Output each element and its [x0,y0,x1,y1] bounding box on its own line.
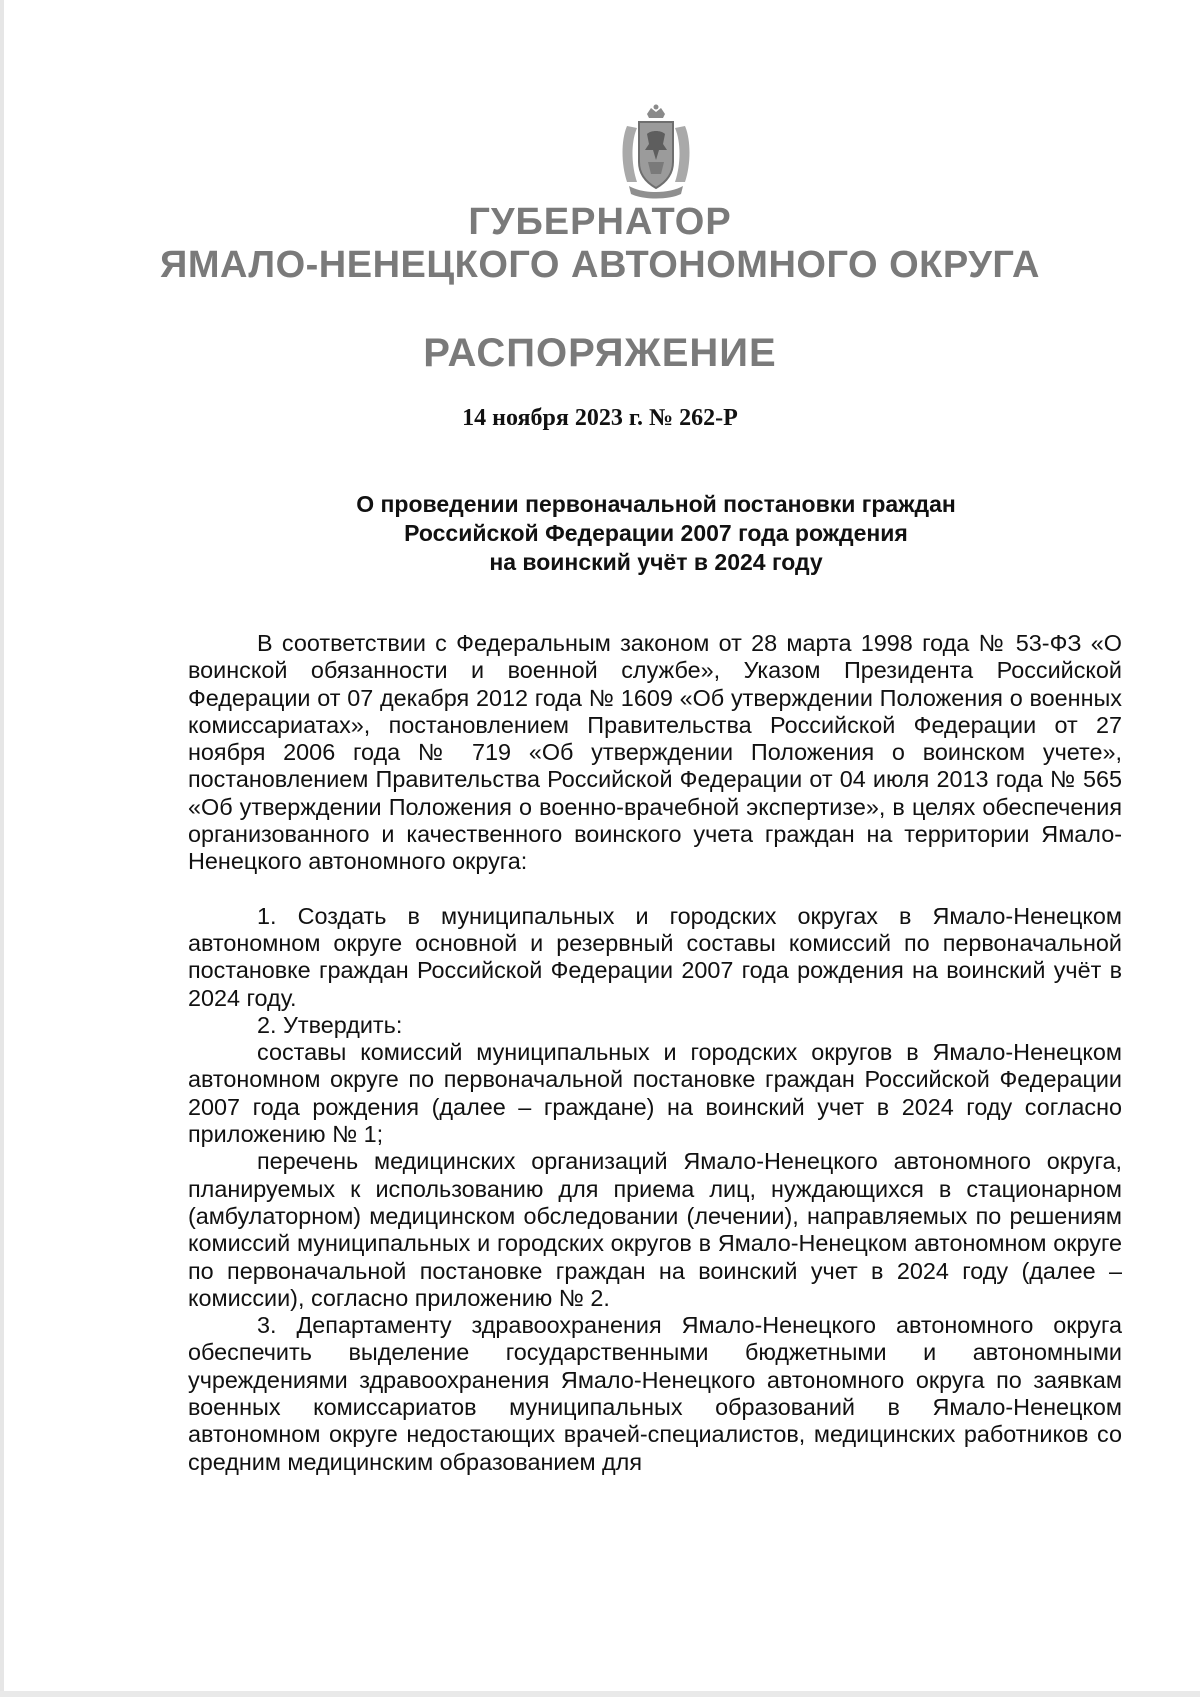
item-paragraph: перечень медицинских организаций Ямало-Ненецкого автономного округа, планируемых к использованию для приема лиц, нуждающихся в стационарном (амбулаторном) медицинском обследовании (лечении), направляемых по решениям комиссий муниципальных и городских округов в Ямало-Ненецком автономном округе по первоначальной постановке граждан на воинский учет в 2024 году (далее – комиссии), согласно приложению № 2. [188,1148,1122,1311]
subject-line: на воинский учёт в 2024 году [489,549,823,575]
document-subject [300,490,1012,577]
document-date-number: 14 ноября 2023 г. № 262-Р [462,405,738,431]
header-title-line1: ГУБЕРНАТОР [468,201,732,243]
subject-line: О проведении первоначальной постановки граждан [356,491,956,517]
header-title-line2: ЯМАЛО-НЕНЕЦКОГО АВТОНОМНОГО ОКРУГА [160,244,1040,286]
item-paragraph: составы комиссий муниципальных и городских округов в Ямало-Ненецком автономном округе по первоначальной постановке граждан Российской Федерации 2007 года рождения (далее – граждане) на воинский учет в 2024 году согласно приложению № 1; [188,1039,1122,1148]
preamble-paragraph: В соответствии с Федеральным законом от 28 марта 1998 года № 53-ФЗ «О воинской обязанности и военной службе», Указом Президента Российской Федерации от 07 декабря 2012 года № 1609 «Об утверждении Положения о военных комиссариатах», постановлением Правительства Российской Федерации от 27 ноября 2006 года № 719 «Об утверждении Положения о воинском учете», постановлением Правительства Российской Федерации от 04 июля 2013 года № 565 «Об утверждении Положения о военно-врачебной экспертизе», в целях обеспечения организованного и качественного воинского учета граждан на территории Ямало-Ненецкого автономного округа: [188,630,1122,875]
page-edge [0,1691,1200,1697]
item-paragraph: 1. Создать в муниципальных и городских округах в Ямало-Ненецком автономном округе основной и резервный составы комиссий по первоначальной постановке граждан Российской Федерации 2007 года рождения на воинский учёт в 2024 году. [188,902,1122,1011]
document-body [188,630,1122,1476]
document-type: РАСПОРЯЖЕНИЕ [423,331,777,375]
item-paragraph: 3. Департаменту здравоохранения Ямало-Ненецкого автономного округа обеспечить выделение государственными бюджетными и автономными учреждениями здравоохранения Ямало-Ненецкого автономного округа по заявкам военных комиссариатов муниципальных образований в Ямало-Ненецком автономном округе недостающих врачей-специалистов, медицинских работников со средним медицинским образованием для [188,1312,1122,1475]
subject-line: Российской Федерации 2007 года рождения [404,520,908,546]
item-paragraph: 2. Утвердить: [257,1011,403,1038]
coat-of-arms-emblem [617,104,695,200]
